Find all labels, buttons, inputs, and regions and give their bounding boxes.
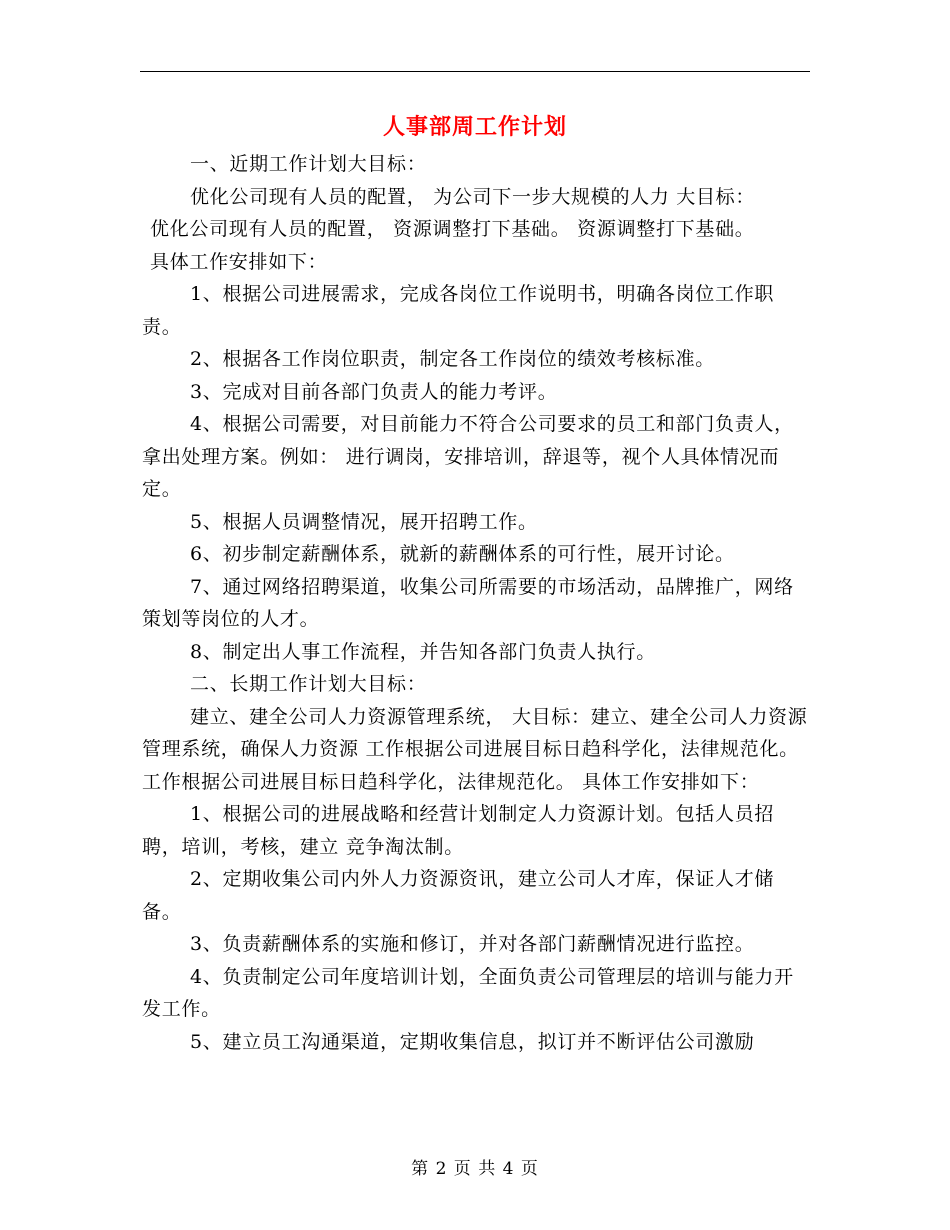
header-rule — [140, 71, 810, 72]
section-heading-long-term: 二、长期工作计划大目标： — [190, 673, 427, 695]
paragraph: 优化公司现有人员的配置， 资源调整打下基础。 资源调整打下基础。 — [150, 218, 755, 240]
list-item: 4、负责制定公司年度培训计划，全面负责公司管理层的培训与能力开发工作。 — [142, 965, 794, 1020]
list-item: 7、通过网络招聘渠道，收集公司所需要的市场活动，品牌推广，网络策划等岗位的人才。 — [142, 575, 794, 630]
list-item: 3、完成对目前各部门负责人的能力考评。 — [190, 380, 558, 403]
list-item: 2、根据各工作岗位职责，制定各工作岗位的绩效考核标准。 — [190, 348, 715, 370]
list-item: 8、制定出人事工作流程，并告知各部门负责人执行。 — [190, 640, 656, 663]
list-item: 1、根据公司进展需求，完成各岗位工作说明书，明确各岗位工作职责。 — [142, 283, 775, 338]
list-item: 6、初步制定薪酬体系，就新的薪酬体系的可行性，展开讨论。 — [190, 543, 735, 565]
list-item: 4、根据公司需要，对目前能力不符合公司要求的员工和部门负责人，拿出处理方案。例如： 进行调岗，安排培训，辞退等，视个人具体情况而定。 — [142, 413, 794, 500]
list-item: 5、建立员工沟通渠道，定期收集信息，拟订并不断评估公司激励 — [190, 1030, 755, 1053]
page-number-footer: 第 2 页 共 4 页 — [411, 1159, 539, 1179]
section-heading-short-term: 一、近期工作计划大目标： — [190, 153, 427, 175]
paragraph: 优化公司现有人员的配置， 为公司下一步大规模的人力 大目标： — [190, 185, 756, 208]
document-title: 人事部周工作计划 — [382, 115, 567, 140]
paragraph: 建立、建全公司人力资源管理系统， 大目标：建立、建全公司人力资源管理系统，确保人力资源 工作根据公司进展目标日趋科学化，法律规范化。 工作根据公司进展目标日趋科学化，法律规范化。 具体工作安排如下： — [142, 705, 808, 793]
list-item: 5、根据人员调整情况，展开招聘工作。 — [190, 510, 538, 533]
list-item: 2、定期收集公司内外人力资源资讯，建立公司人才库，保证人才储备。 — [142, 868, 775, 923]
list-item: 1、根据公司的进展战略和经营计划制定人力资源计划。包括人员招聘，培训，考核，建立 竞争淘汰制。 — [142, 803, 775, 858]
list-item: 3、负责薪酬体系的实施和修订，并对各部门薪酬情况进行监控。 — [190, 933, 755, 955]
paragraph: 具体工作安排如下： — [150, 250, 328, 273]
document-body — [142, 148, 812, 1058]
